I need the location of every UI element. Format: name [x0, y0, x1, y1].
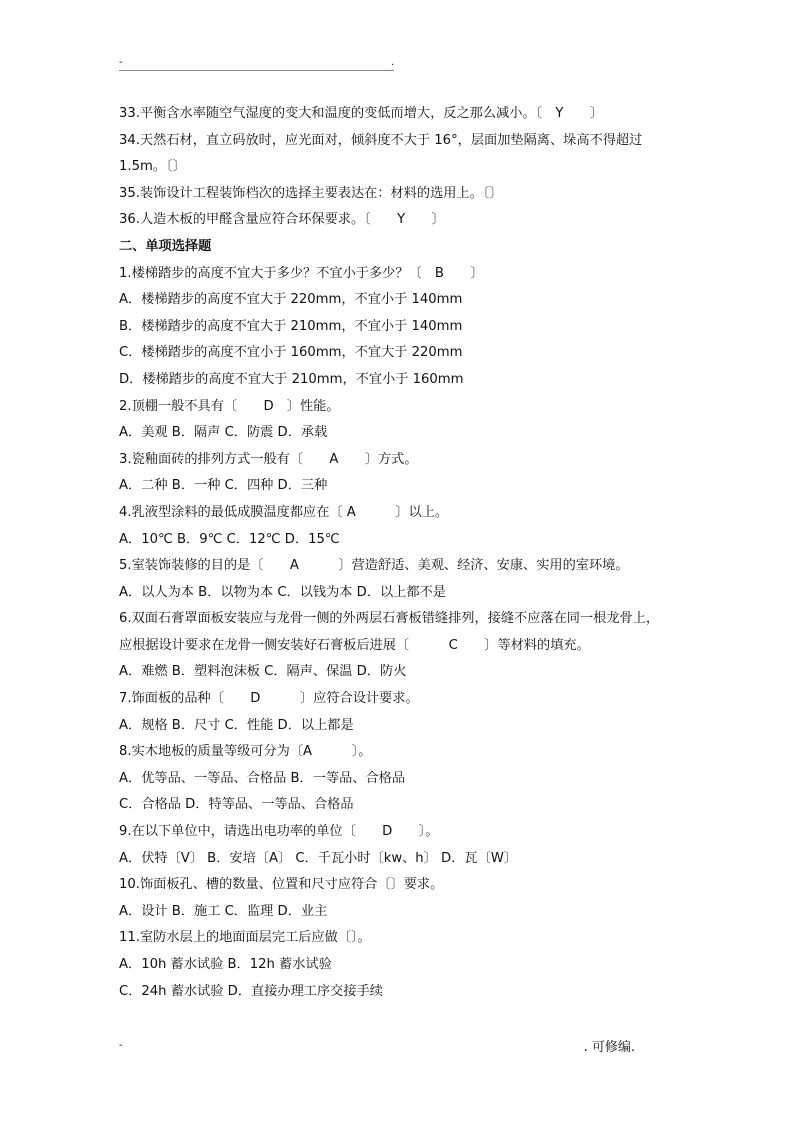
question-36: 36.人造木板的甲醛含量应符合环保要求。〔 Y 〕 — [119, 212, 445, 228]
page-header — [119, 56, 394, 71]
question-2-options: A．美观 B．隔声 C．防震 D．承载 — [119, 425, 328, 441]
footer-editable-note: . 可修编. — [583, 1040, 635, 1055]
question-34-continued: 1.5m。〔〕 — [119, 159, 186, 175]
question-1-option-b: B．楼梯踏步的高度不宜大于 210mm，不宜小于 140mm — [119, 318, 463, 334]
page-footer — [119, 1040, 635, 1056]
question-33: 33.平衡含水率随空气湿度的变大和温度的变低而增大，反之那么减小。〔 Y 〕 — [119, 106, 603, 121]
question-3: 3.瓷釉面砖的排列方式一般有〔 A 〕方式。 — [119, 451, 418, 467]
footer-left-mark: - — [119, 1040, 123, 1051]
question-4-options: A．10℃ B．9℃ C．12℃ D．15℃ — [119, 531, 340, 547]
question-11-options-cd: C．24h 蓄水试验 D．直接办理工序交接手续 — [119, 983, 383, 999]
header-left-mark: - — [119, 57, 123, 68]
question-1-option-d: D．楼梯踏步的高度不宜大于 210mm，不宜小于 160mm — [119, 371, 464, 387]
question-7-options: A．规格 B．尺寸 C．性能 D．以上都是 — [119, 717, 354, 733]
question-35: 35.装饰设计工程装饰档次的选择主要表达在：材料的选用上。〔〕 — [119, 185, 503, 201]
question-6-options: A．难燃 B．塑料泡沫板 C．隔声、保温 D．防火 — [119, 664, 407, 680]
question-5-options: A．以人为本 B．以物为本 C．以钱为本 D．以上都不是 — [119, 584, 446, 600]
question-6: 6.双面石膏罩面板安装应与龙骨一侧的外两层石膏板错缝排列，接缝不应落在同一根龙骨上， — [119, 611, 660, 627]
question-34: 34.天然石材，直立码放时，应光面对，倾斜度不大于 16°，层面加垫隔离、垛高不得超过 — [119, 132, 643, 148]
question-1: 1.楼梯踏步的高度不宜大于多少？不宜小于多少？〔 B 〕 — [119, 265, 484, 281]
question-9: 9.在以下单位中，请选出电功率的单位〔 D 〕。 — [119, 824, 439, 840]
question-1-option-a: A．楼梯踏步的高度不宜大于 220mm，不宜小于 140mm — [119, 292, 463, 308]
question-7: 7.饰面板的品种〔 D 〕应符合设计要求。 — [119, 691, 419, 707]
section-heading: 二、单项选择题 — [119, 238, 212, 254]
question-9-options: A．伏特〔V〕 B．安培〔A〕 C．千瓦小时〔kw、h〕 D．瓦〔W〕 — [119, 850, 517, 866]
question-8-options-cd: C．合格品 D．特等品、一等品、合格品 — [119, 797, 354, 813]
document-body — [119, 101, 689, 1005]
question-8-options-ab: A．优等品、一等品、合格品 B．一等品、合格品 — [119, 770, 406, 786]
question-11-options-ab: A．10h 蓄水试验 B．12h 蓄水试验 — [119, 957, 332, 972]
question-3-options: A．二种 B．一种 C．四种 D．三种 — [119, 478, 328, 494]
header-right-mark: . — [390, 57, 394, 68]
question-5: 5.室装饰装修的目的是〔 A 〕营造舒适、美观、经济、安康、实用的室环境。 — [119, 558, 629, 574]
question-4: 4.乳液型涂料的最低成膜温度都应在〔 A 〕以上。 — [119, 504, 449, 520]
question-6-continued: 应根据设计要求在龙骨一侧安装好石膏板后进展〔 C 〕等材料的填充。 — [119, 637, 590, 653]
question-2: 2.顶棚一般不具有〔 D 〕性能。 — [119, 398, 340, 414]
question-11: 11.室防水层上的地面面层完工后应做〔〕。 — [119, 930, 371, 946]
question-10-options: A．设计 B．施工 C．监理 D．业主 — [119, 903, 328, 919]
question-1-option-c: C．楼梯踏步的高度不宜小于 160mm，不宜大于 220mm — [119, 345, 463, 361]
question-8: 8.实木地板的质量等级可分为〔A 〕。 — [119, 744, 372, 760]
question-10: 10.饰面板孔、槽的数量、位置和尺寸应符合〔〕要求。 — [119, 877, 444, 893]
